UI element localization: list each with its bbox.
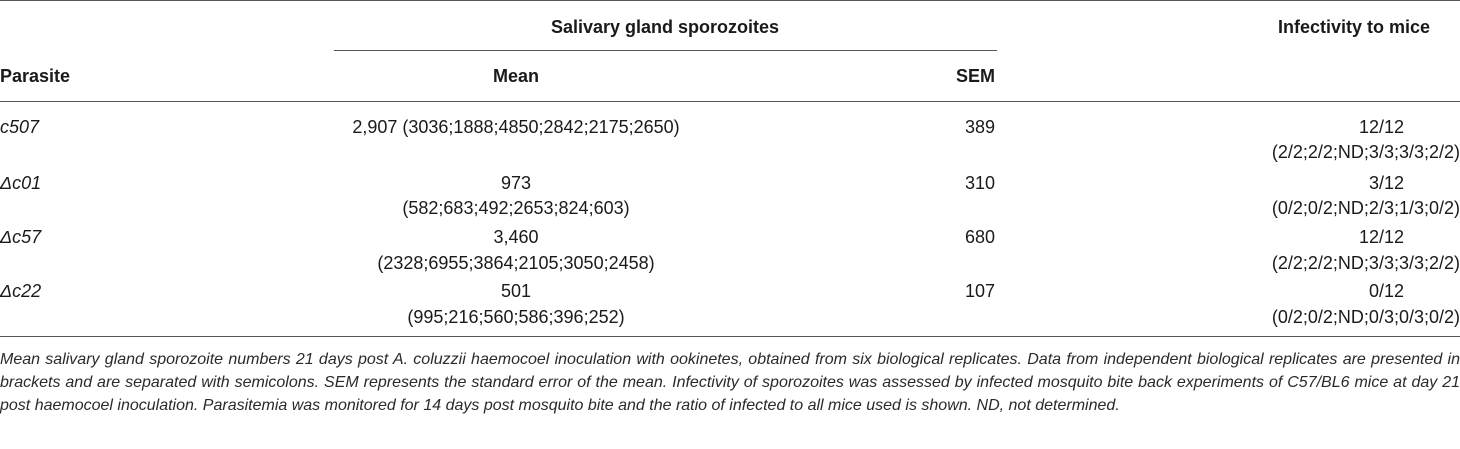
header-sem: SEM [955,66,995,86]
header-salivary-gland-sporozoites: Salivary gland sporozoites [550,17,780,37]
sem-cell: 107 [964,281,995,301]
mean-cell: 3,460 [493,227,539,247]
header-rule [0,101,1460,102]
header-infectivity-to-mice: Infectivity to mice [1277,17,1431,37]
parasite-cell: c507 [0,117,40,137]
header-parasite: Parasite [0,66,71,86]
mean-replicates-cell: (995;216;560;586;396;252) [407,307,625,327]
infectivity-cell: 3/12 [1368,173,1404,193]
infectivity-replicates-cell: (2/2;2/2;ND;3/3;3/3;2/2) [1271,142,1460,162]
infectivity-replicates-cell: (0/2;0/2;ND;2/3;1/3;0/2) [1271,198,1460,218]
infectivity-cell: 12/12 [1358,227,1404,247]
mean-cell: 501 [500,281,532,301]
parasite-cell: Δc01 [0,173,42,193]
header-mean: Mean [492,66,540,86]
mean-replicates-cell: (2328;6955;3864;2105;3050;2458) [377,253,655,273]
infectivity-cell: 0/12 [1368,281,1404,301]
parasite-cell: Δc22 [0,281,42,301]
infectivity-replicates-cell: (2/2;2/2;ND;3/3;3/3;2/2) [1271,253,1460,273]
infectivity-replicates-cell: (0/2;0/2;ND;0/3;0/3;0/2) [1271,307,1460,327]
table-caption: Mean salivary gland sporozoite numbers 21 days post A. coluzzii haemocoel inoculation with ookinetes, obtained from six biological replicates. Data from independent biological replicates are presented in brackets and are separated with semicolons. SEM represents the standard error of the mean. Infectivity of sporozoites was assessed by infected mosquito bite back experiments of C57/BL6 mice at day 21 post haemocoel inoculation. Parasitemia was monitored for 14 days post mosquito bite and the ratio of infected to all mice used is shown. ND, not determined. [0,351,1460,414]
mean-replicates-cell: (582;683;492;2653;824;603) [402,198,630,218]
sem-cell: 680 [964,227,995,247]
mean-cell: 2,907 (3036;1888;4850;2842;2175;2650) [352,117,680,137]
group-underline [334,50,997,51]
parasite-cell: Δc57 [0,227,42,247]
bottom-rule [0,336,1460,337]
top-rule [0,0,1460,1]
sem-cell: 389 [964,117,995,137]
infectivity-cell: 12/12 [1358,117,1404,137]
sem-cell: 310 [964,173,995,193]
mean-cell: 973 [500,173,532,193]
